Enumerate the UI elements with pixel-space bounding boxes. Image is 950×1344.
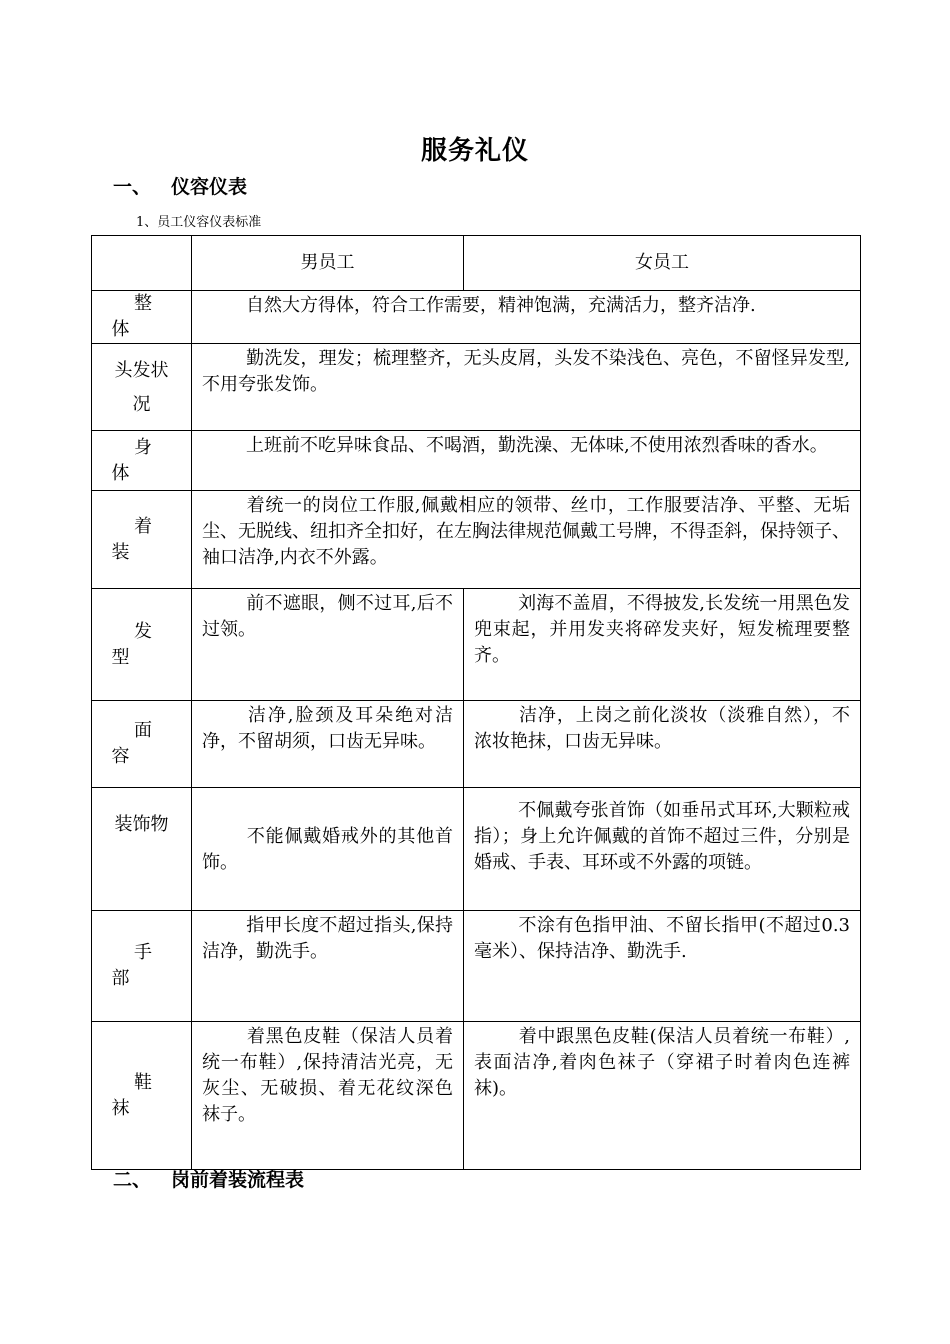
row-content: 勤洗发，理发；梳理整齐，无头皮屑，头发不染浅色、亮色，不留怪异发型,不用夸张发饰。 (192, 344, 861, 431)
row-male-content: 前不遮眼，侧不过耳,后不过领。 (192, 589, 464, 701)
row-label: 面容 (92, 701, 192, 788)
row-label: 着装 (92, 491, 192, 589)
table-row (92, 911, 861, 1022)
row-female-content: 着中跟黑色皮鞋(保洁人员着统一布鞋）,表面洁净,着肉色袜子（穿裙子时着肉色连裤袜)。 (464, 1022, 861, 1170)
row-female-content: 洁净，上岗之前化淡妆（淡雅自然），不浓妆艳抹，口齿无异味。 (464, 701, 861, 788)
table-row (92, 344, 861, 431)
section-heading-1 (113, 173, 247, 201)
section-number: 二、 (113, 1169, 152, 1191)
row-label: 发型 (92, 589, 192, 701)
section-label: 岗前着装流程表 (171, 1169, 305, 1191)
table-row (92, 701, 861, 788)
section-heading-2 (113, 1166, 304, 1194)
section-number: 一、 (113, 176, 152, 198)
grooming-standards-table (91, 235, 861, 1170)
row-female-content: 刘海不盖眉，不得披发,长发统一用黑色发兜束起，并用发夹将碎发夹好，短发梳理要整齐。 (464, 589, 861, 701)
section-label: 仪容仪表 (171, 176, 248, 198)
row-label: 整体 (92, 291, 192, 344)
row-female-content: 不佩戴夸张首饰（如垂吊式耳环,大颗粒戒指）；身上允许佩戴的首饰不超过三件，分别是婚戒、手表、耳环或不外露的项链。 (464, 788, 861, 911)
header-blank-cell (92, 236, 192, 291)
header-male: 男员工 (192, 236, 464, 291)
row-label: 头发状况 (92, 344, 192, 431)
row-content: 自然大方得体，符合工作需要，精神饱满，充满活力，整齐洁净. (192, 291, 861, 344)
row-content: 上班前不吃异味食品、不喝酒，勤洗澡、无体味,不使用浓烈香味的香水。 (192, 431, 861, 491)
row-male-content: 洁净,脸颈及耳朵绝对洁净，不留胡须，口齿无异味。 (192, 701, 464, 788)
table-row (92, 1022, 861, 1170)
row-male-content: 着黑色皮鞋（保洁人员着统一布鞋）,保持清洁光亮，无灰尘、无破损、着无花纹深色袜子。 (192, 1022, 464, 1170)
row-content: 着统一的岗位工作服,佩戴相应的领带、丝巾，工作服要洁净、平整、无垢尘、无脱线、纽扣齐全扣好，在左胸法律规范佩戴工号牌，不得歪斜，保持领子、袖口洁净,内衣不外露。 (192, 491, 861, 589)
table-row (92, 431, 861, 491)
row-label: 身体 (92, 431, 192, 491)
row-label: 装饰物 (92, 788, 192, 911)
table-header-row (92, 236, 861, 291)
row-male-content: 不能佩戴婚戒外的其他首饰。 (192, 788, 464, 911)
row-label: 手部 (92, 911, 192, 1022)
row-female-content: 不涂有色指甲油、不留长指甲(不超过0.3毫米）、保持洁净、勤洗手. (464, 911, 861, 1022)
row-male-content: 指甲长度不超过指头,保持洁净，勤洗手。 (192, 911, 464, 1022)
sub-heading: 1、员工仪容仪表标准 (136, 215, 262, 230)
row-label: 鞋袜 (92, 1022, 192, 1170)
header-female: 女员工 (464, 236, 861, 291)
table-row (92, 491, 861, 589)
page-title: 服务礼仪 (420, 136, 529, 166)
table-row (92, 788, 861, 911)
table-row (92, 589, 861, 701)
table-row (92, 291, 861, 344)
